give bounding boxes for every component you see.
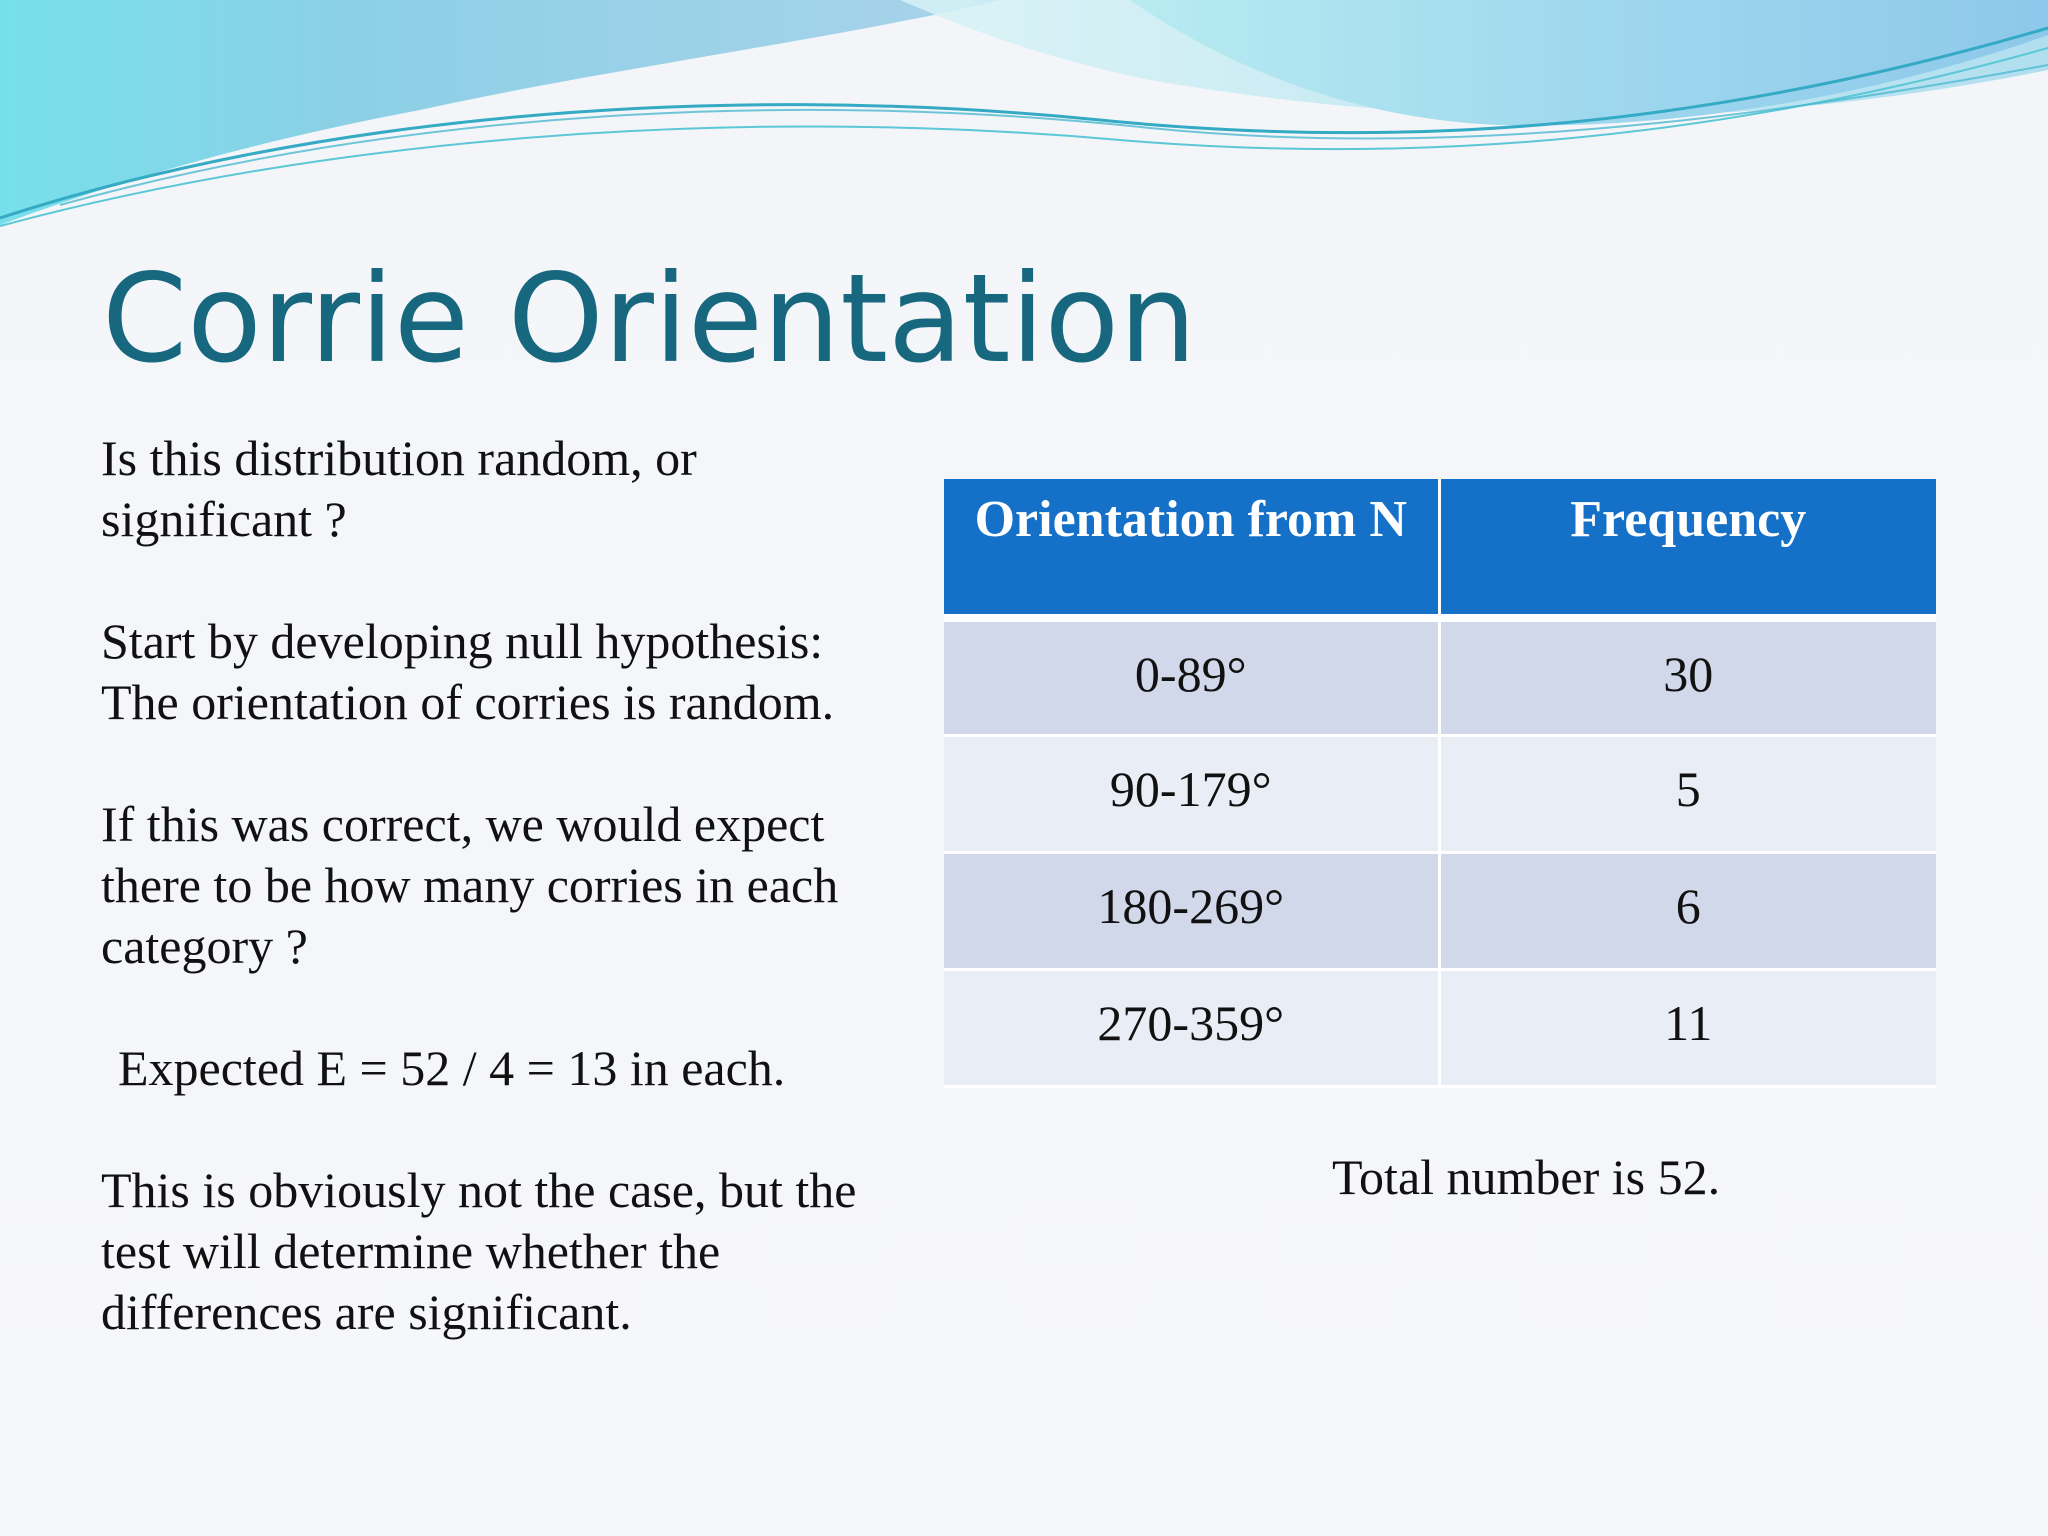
- expectation-paragraph: If this was correct, we would expect there to be how many corries in each category ?: [101, 796, 839, 974]
- frequency-cell: 30: [1439, 618, 1936, 735]
- header-wave-decoration: [0, 0, 2048, 240]
- header-orientation: Orientation from N: [944, 479, 1439, 618]
- total-note: Total number is 52.: [1332, 1149, 1721, 1205]
- table-row: [944, 852, 1936, 969]
- table-row: [944, 618, 1936, 735]
- orientation-cell: 270-359°: [944, 969, 1439, 1086]
- frequency-cell: 11: [1439, 969, 1936, 1086]
- orientation-cell: 0-89°: [944, 618, 1439, 735]
- table-header-row: [944, 479, 1936, 618]
- expected-value-paragraph: Expected E = 52 / 4 = 13 in each.: [118, 1040, 786, 1096]
- body-text: [101, 428, 881, 1343]
- header-frequency: Frequency: [1439, 479, 1936, 618]
- orientation-cell: 180-269°: [944, 852, 1439, 969]
- null-hypothesis-paragraph: Start by developing null hypothesis: The orientation of corries is random.: [101, 613, 835, 730]
- frequency-cell: 6: [1439, 852, 1936, 969]
- orientation-cell: 90-179°: [944, 735, 1439, 852]
- conclusion-paragraph: This is obviously not the case, but the test will determine whether the differences are significant.: [101, 1162, 857, 1340]
- table-row: [944, 969, 1936, 1086]
- slide-title: Corrie Orientation: [102, 248, 1197, 390]
- frequency-table: [944, 479, 1936, 1088]
- question-paragraph: Is this distribution random, or significant ?: [101, 430, 697, 547]
- frequency-cell: 5: [1439, 735, 1936, 852]
- table-row: [944, 735, 1936, 852]
